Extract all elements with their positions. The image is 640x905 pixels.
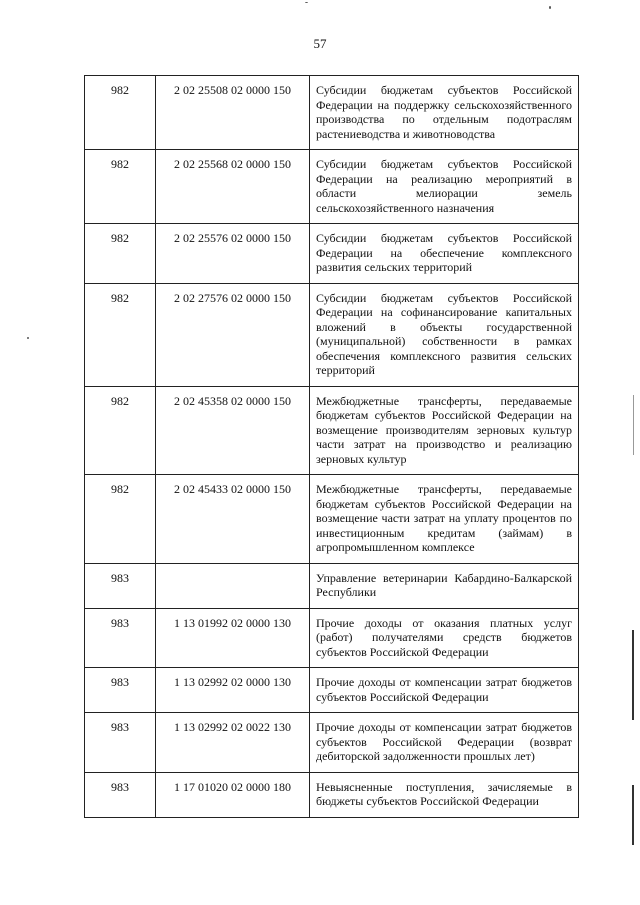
scan-speck-3 [305,2,308,3]
admin-code-cell: 983 [85,563,156,608]
admin-code-cell: 982 [85,283,156,386]
table-row [85,224,579,284]
admin-code-cell: 983 [85,608,156,668]
revenue-name-cell: Субсидии бюджетам субъектов Российской Федерации на обеспечение комплексного развития сельских территорий [310,224,579,284]
revenue-code-cell: 2 02 25576 02 0000 150 [156,224,310,284]
page-number: 57 [313,36,327,51]
table-row [85,386,579,475]
table-row [85,608,579,668]
revenue-name-cell: Прочие доходы от компенсации затрат бюджетов субъектов Российской Федерации (возврат дебиторской задолженности прошлых лет) [310,713,579,773]
scan-mark-right-3 [633,395,634,455]
revenue-name-cell: Субсидии бюджетам субъектов Российской Федерации на поддержку сельскохозяйственного производства по отдельным подотраслям растениеводства и животноводства [310,76,579,150]
table-row [85,772,579,817]
revenue-name-cell: Межбюджетные трансферты, передаваемые бюджетам субъектов Российской Федерации на возмещение части затрат на уплату процентов по инвестиционным кредитам (займам) в агропромышленном комплексе [310,475,579,564]
admin-code-cell: 983 [85,668,156,713]
admin-code-cell: 983 [85,772,156,817]
table-body [85,76,579,818]
table-row [85,283,579,386]
revenue-code-cell: 2 02 27576 02 0000 150 [156,283,310,386]
revenue-name-cell: Прочие доходы от оказания платных услуг (работ) получателями средств бюджетов субъектов Российской Федерации [310,608,579,668]
revenue-code-cell [156,563,310,608]
revenue-name-cell: Субсидии бюджетам субъектов Российской Федерации на реализацию мероприятий в области мелиорации земель сельскохозяйственного назначения [310,150,579,224]
scan-speck-2 [549,6,551,9]
admin-code-cell: 982 [85,76,156,150]
admin-code-cell: 982 [85,224,156,284]
revenue-code-cell: 2 02 45433 02 0000 150 [156,475,310,564]
table-row [85,668,579,713]
table-row [85,713,579,773]
table-row [85,150,579,224]
table-row [85,76,579,150]
scan-mark-right-1 [632,630,634,720]
revenue-name-cell: Прочие доходы от компенсации затрат бюджетов субъектов Российской Федерации [310,668,579,713]
revenue-name-cell: Субсидии бюджетам субъектов Российской Федерации на софинансирование капитальных вложений в объекты государственной (муниципальной) собственности в рамках обеспечения комплексного развития сельских территорий [310,283,579,386]
revenue-name-cell: Управление ветеринарии Кабардино-Балкарской Республики [310,563,579,608]
scan-mark-right-2 [632,785,634,845]
table-row [85,475,579,564]
revenue-code-cell: 2 02 45358 02 0000 150 [156,386,310,475]
revenue-name-cell: Невыясненные поступления, зачисляемые в бюджеты субъектов Российской Федерации [310,772,579,817]
revenue-code-cell: 1 17 01020 02 0000 180 [156,772,310,817]
admin-code-cell: 982 [85,475,156,564]
revenue-code-cell: 1 13 02992 02 0000 130 [156,668,310,713]
revenue-codes-table [84,75,579,818]
admin-code-cell: 983 [85,713,156,773]
revenue-name-cell: Межбюджетные трансферты, передаваемые бюджетам субъектов Российской Федерации на возмещение производителям зерновых культур части затрат на производство и реализацию зерновых культур [310,386,579,475]
revenue-code-cell: 2 02 25568 02 0000 150 [156,150,310,224]
scan-speck-1 [27,337,29,339]
admin-code-cell: 982 [85,386,156,475]
admin-code-cell: 982 [85,150,156,224]
table-row [85,563,579,608]
revenue-code-cell: 1 13 01992 02 0000 130 [156,608,310,668]
revenue-code-cell: 1 13 02992 02 0022 130 [156,713,310,773]
revenue-code-cell: 2 02 25508 02 0000 150 [156,76,310,150]
